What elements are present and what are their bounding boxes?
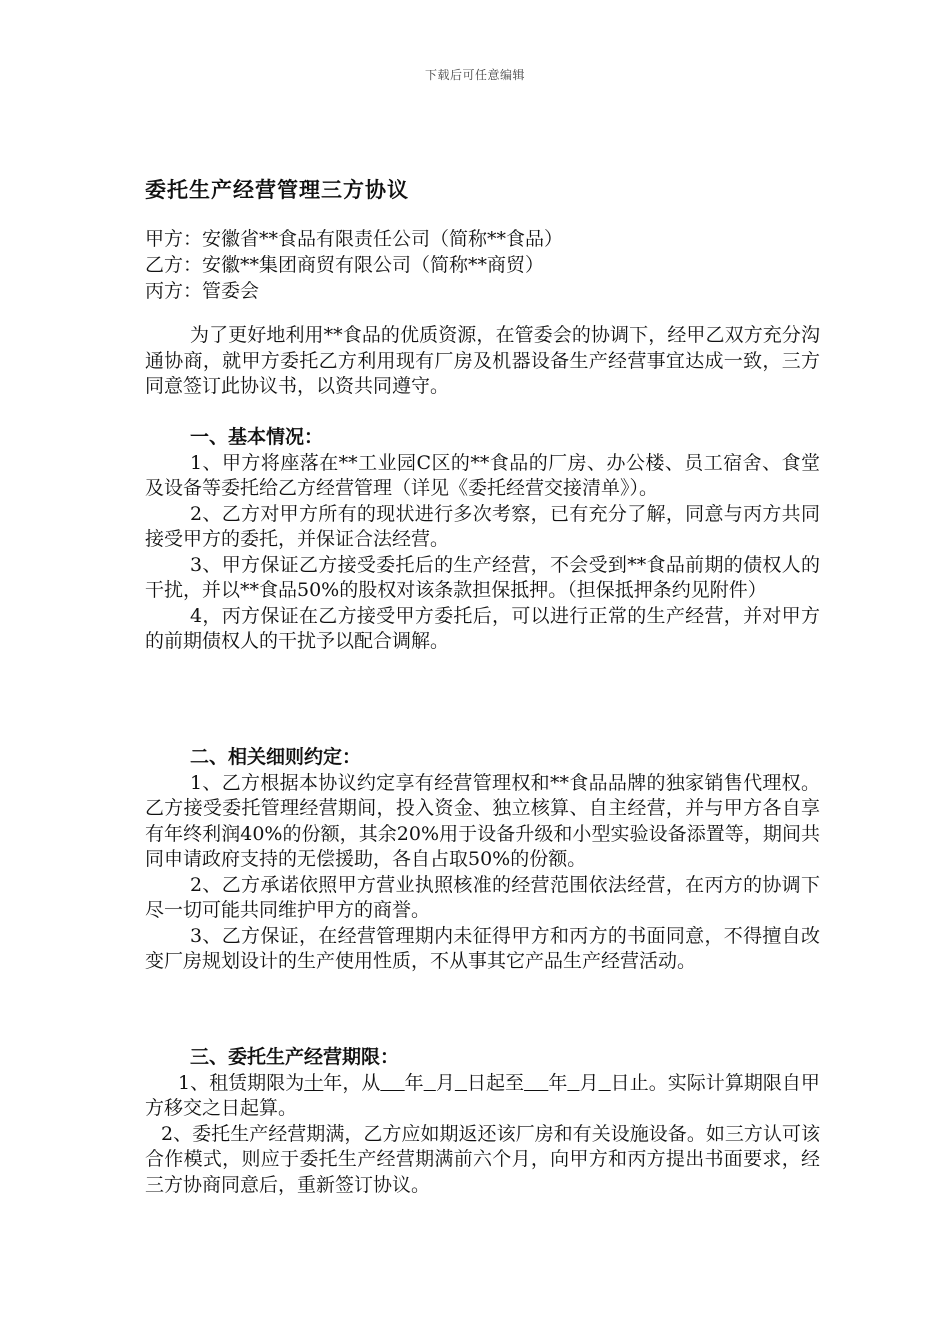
intro-paragraph: 为了更好地利用**食品的优质资源，在管委会的协调下，经甲乙双方充分沟通协商，就甲方委托乙方利用现有厂房及机器设备生产经营事宜达成一致，三方同意签订此协议书，以资共同遵守。 — [145, 324, 820, 397]
lease-term-clause — [145, 1071, 820, 1122]
clause: 3、乙方保证，在经营管理期内未征得甲方和丙方的书面同意，不得擅自改变厂房规划设计的生产使用性质，不从事其它产品生产经营活动。 — [145, 924, 820, 972]
section-heading: 二、相关细则约定： — [190, 746, 362, 768]
term-text: 月 — [579, 1071, 599, 1094]
term-text: 月 — [435, 1071, 455, 1094]
term-years-blank: 十 — [304, 1071, 324, 1094]
section-heading: 三、委托生产经营期限： — [190, 1046, 400, 1068]
section-basic-info — [145, 425, 820, 655]
clause: 2、委托生产经营期满，乙方应如期返还该厂房和有关设施设备。如三方认可该合作模式，则应于委托生产经营期满前六个月，向甲方和丙方提出书面要求，经三方协商同意后，重新签订协议。 — [145, 1122, 820, 1196]
section-detailed-terms — [145, 745, 820, 975]
clause: 3、甲方保证乙方接受委托后的生产经营，不会受到**食品前期的债权人的干扰，并以**食品50%的股权对该条款担保抵押。（担保抵押条约见附件） — [145, 553, 820, 601]
clause: 4，丙方保证在乙方接受甲方委托后，可以进行正常的生产经营，并对甲方的前期债权人的干扰予以配合调解。 — [145, 604, 820, 652]
party-a: 甲方：安徽省**食品有限责任公司（简称**食品） — [145, 228, 564, 250]
clause: 2、乙方承诺依照甲方营业执照核准的经营范围依法经营，在丙方的协调下尽一切可能共同维护甲方的商誉。 — [145, 873, 820, 921]
term-prefix: 1、租赁期限为 — [178, 1071, 305, 1094]
section-heading: 一、基本情况： — [190, 426, 324, 448]
start-day-blank — [455, 1072, 467, 1094]
party-list — [145, 226, 825, 304]
clause: 1、乙方根据本协议约定享有经营管理权和**食品品牌的独家销售代理权。乙方接受委托管理经营期间，投入资金、独立核算、自主经营，并与甲方各自享有年终利润40%的份额，其余20%用于设备升级和小型实验设备添置等，期间共同申请政府支持的无偿援助，各自占取50%的份额。 — [145, 771, 820, 870]
intro-paragraph-block — [145, 323, 820, 400]
clause: 1、甲方将座落在**工业园C区的**食品的厂房、办公楼、员工宿舍、食堂及设备等委托给乙方经营管理（详见《委托经营交接清单》）。 — [145, 451, 820, 499]
document-title: 委托生产经营管理三方协议 — [145, 177, 409, 202]
term-text: 年 — [404, 1071, 424, 1094]
term-text: 年 — [548, 1071, 568, 1094]
party-b: 乙方：安徽**集团商贸有限公司（简称**商贸） — [145, 254, 545, 276]
end-day-blank — [599, 1072, 611, 1094]
end-year-blank — [524, 1072, 548, 1094]
term-text: 年，从 — [323, 1071, 381, 1094]
term-text: 日止。实际计算期限自甲方移交之日起算。 — [145, 1071, 820, 1119]
term-text: 日起至 — [466, 1071, 525, 1094]
start-month-blank — [424, 1072, 436, 1094]
end-month-blank — [567, 1072, 579, 1094]
party-c: 丙方：管委会 — [145, 280, 260, 302]
header-note: 下载后可任意编辑 — [424, 68, 525, 82]
section-term-period — [145, 1045, 820, 1198]
start-year-blank — [380, 1072, 404, 1094]
clause: 2、乙方对甲方所有的现状进行多次考察，已有充分了解，同意与丙方共同接受甲方的委托，并保证合法经营。 — [145, 502, 820, 550]
